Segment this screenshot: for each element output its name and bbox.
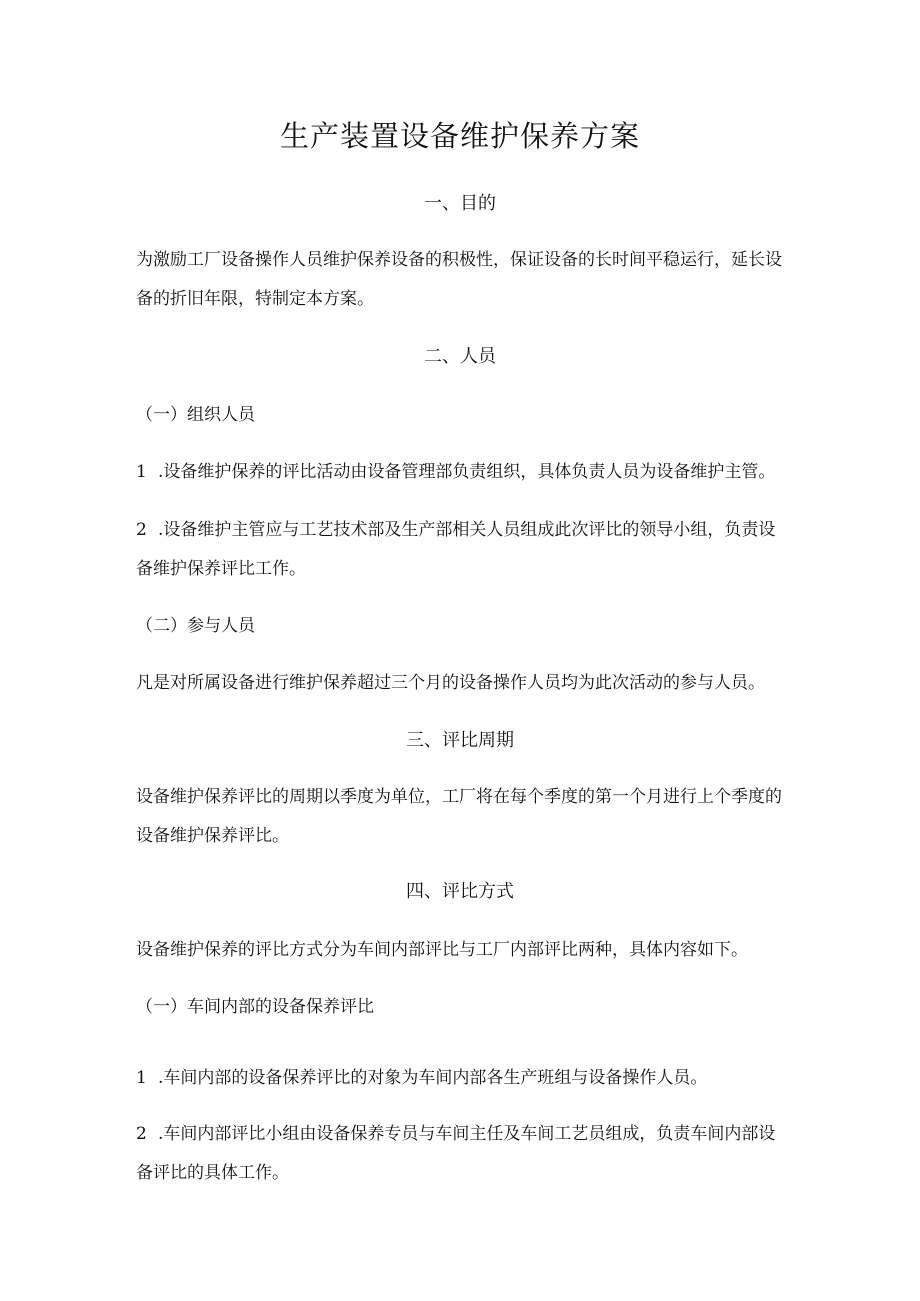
method-paragraph: 设备维护保养的评比方式分为车间内部评比与工厂内部评比两种，具体内容如下。	[136, 940, 748, 960]
purpose-paragraph: 为激励工厂设备操作人员维护保养设备的积极性，保证设备的长时间平稳运行，延长设备的折旧年限，特制定本方案。	[136, 250, 782, 309]
cycle-paragraph: 设备维护保养评比的周期以季度为单位，工厂将在每个季度的第一个月进行上个季度的设备维护保养评比。	[136, 787, 782, 846]
organizers-item-1	[136, 453, 786, 492]
item-number: 1	[136, 462, 147, 482]
item-text: .设备维护保养的评比活动由设备管理部负责组织，具体负责人员为设备维护主管。	[158, 462, 776, 482]
organizers-item-2	[136, 511, 786, 589]
subheading-workshop-evaluation: （一）车间内部的设备保养评比	[136, 997, 374, 1017]
item-text: .设备维护主管应与工艺技术部及生产部相关人员组成此次评比的领导小组，负责设备维护保养评比工作。	[136, 520, 776, 579]
subheading-participants: （二）参与人员	[136, 616, 255, 636]
workshop-item-2	[136, 1115, 786, 1193]
item-text: .车间内部评比小组由设备保养专员与车间主任及车间工艺员组成，负责车间内部设备评比的具体工作。	[136, 1124, 776, 1183]
document-title: 生产装置设备维护保养方案	[279, 119, 640, 153]
item-text: .车间内部的设备保养评比的对象为车间内部各生产班组与设备操作人员。	[158, 1068, 708, 1088]
section-heading-cycle: 三、评比周期	[406, 730, 514, 751]
item-number: 2	[136, 1124, 147, 1144]
section-heading-method: 四、评比方式	[406, 881, 514, 902]
item-number: 1	[136, 1068, 147, 1088]
participants-paragraph: 凡是对所属设备进行维护保养超过三个月的设备操作人员均为此次活动的参与人员。	[136, 673, 765, 693]
item-number: 2	[136, 520, 147, 540]
subheading-organizers: （一）组织人员	[136, 405, 255, 425]
workshop-item-1	[136, 1059, 786, 1098]
section-heading-personnel: 二、人员	[424, 346, 496, 367]
section-heading-purpose: 一、目的	[424, 193, 496, 214]
